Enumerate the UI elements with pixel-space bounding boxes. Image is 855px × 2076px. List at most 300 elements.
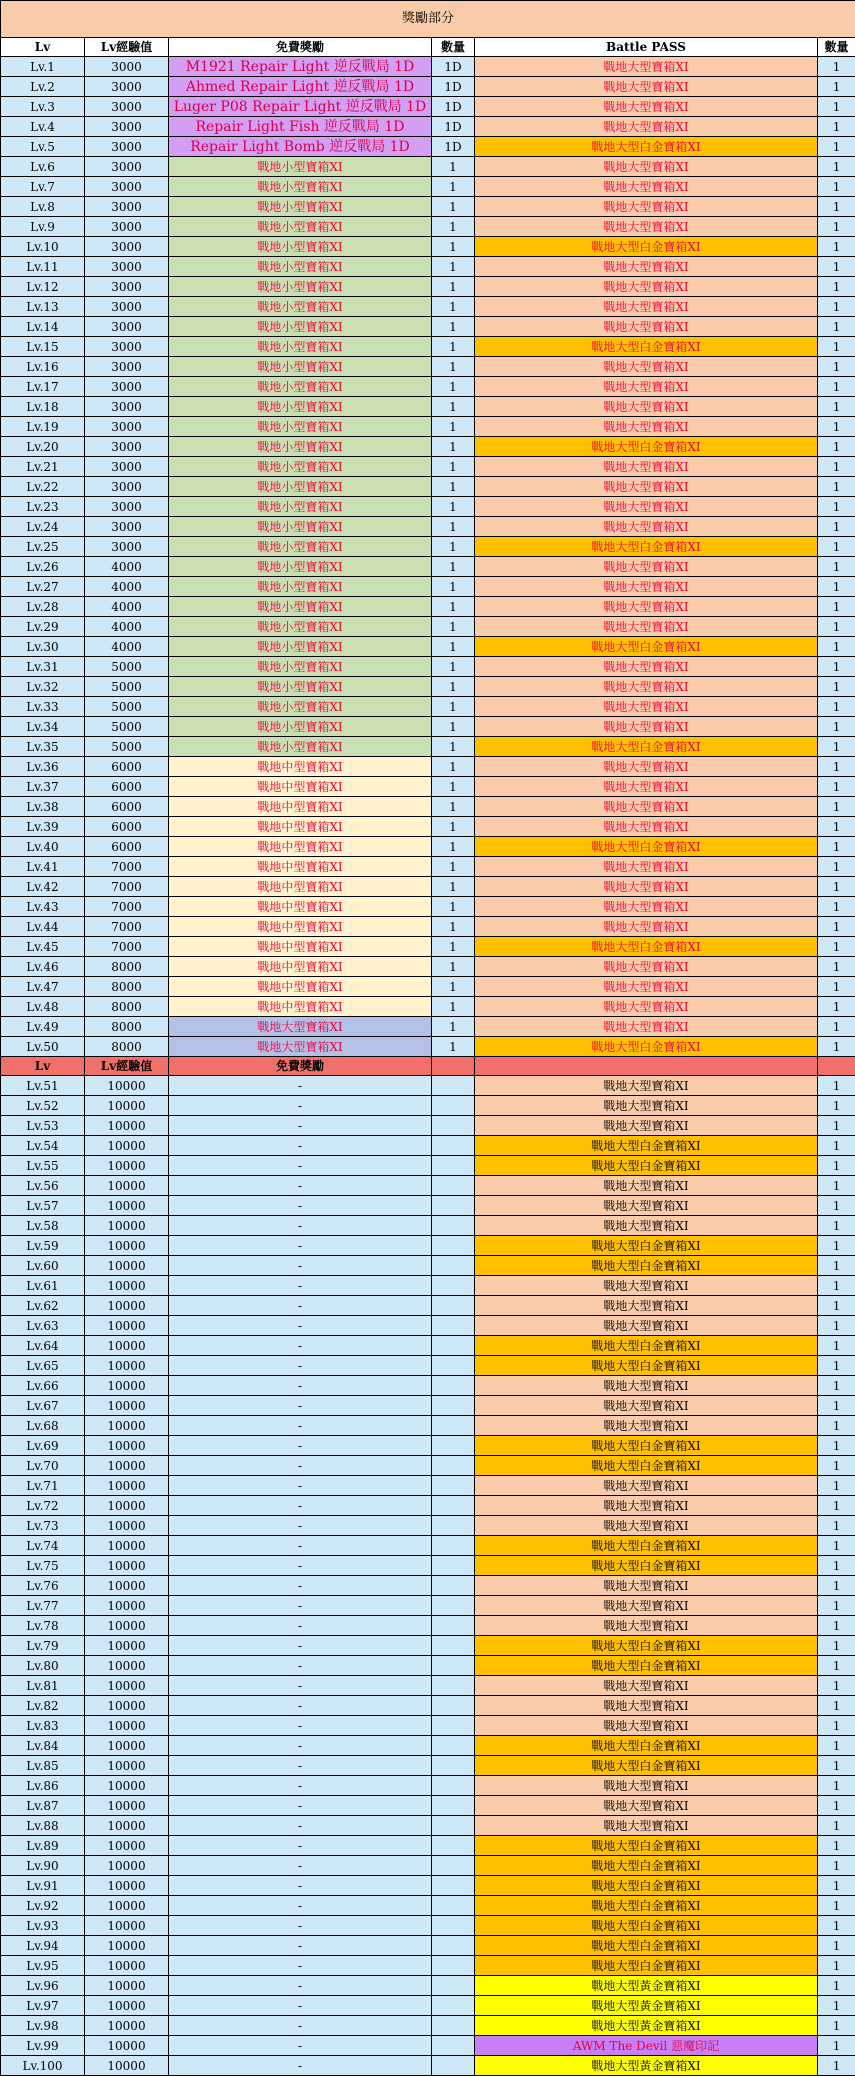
battle-pass-cell: 戰地大型寶箱XI — [475, 197, 818, 217]
qty-cell: 1 — [432, 497, 475, 517]
table-row — [1, 1436, 855, 1456]
table-row — [1, 217, 855, 237]
table-row — [1, 1116, 855, 1136]
level-cell: Lv.81 — [1, 1676, 85, 1696]
level-cell: Lv.9 — [1, 217, 85, 237]
table-row — [1, 457, 855, 477]
bp-qty-cell: 1 — [818, 917, 855, 937]
level-cell: Lv.27 — [1, 577, 85, 597]
table-row — [1, 1636, 855, 1656]
qty-cell — [432, 1956, 475, 1976]
level-cell: Lv.100 — [1, 2056, 85, 2076]
qty-cell: 1 — [432, 957, 475, 977]
bp-qty-cell: 1 — [818, 1196, 855, 1216]
exp-cell: 6000 — [85, 797, 169, 817]
free-reward-cell: - — [169, 1116, 432, 1136]
exp-cell: 10000 — [85, 1316, 169, 1336]
header-row — [1, 38, 855, 57]
qty-cell: 1 — [432, 677, 475, 697]
battle-pass-cell: 戰地大型白金寶箱XI — [475, 1756, 818, 1776]
qty-cell: 1 — [432, 157, 475, 177]
bp-qty-cell: 1 — [818, 1516, 855, 1536]
battle-pass-cell: 戰地大型寶箱XI — [475, 997, 818, 1017]
bp-qty-cell: 1 — [818, 817, 855, 837]
table-row — [1, 1856, 855, 1876]
free-reward-cell: - — [169, 1836, 432, 1856]
exp-cell: 10000 — [85, 2056, 169, 2076]
bp-qty-cell: 1 — [818, 1276, 855, 1296]
level-cell: Lv.53 — [1, 1116, 85, 1136]
table-row — [1, 1176, 855, 1196]
qty-cell: 1 — [432, 757, 475, 777]
battle-pass-cell: 戰地大型白金寶箱XI — [475, 1456, 818, 1476]
battle-pass-cell: 戰地大型寶箱XI — [475, 1096, 818, 1116]
battle-pass-cell: 戰地大型寶箱XI — [475, 1696, 818, 1716]
table-row — [1, 977, 855, 997]
free-reward-cell: 戰地中型寶箱XI — [169, 877, 432, 897]
level-cell: Lv.1 — [1, 57, 85, 77]
exp-cell: 10000 — [85, 1636, 169, 1656]
level-cell: Lv.95 — [1, 1956, 85, 1976]
bp-qty-cell: 1 — [818, 577, 855, 597]
bp-qty-cell: 1 — [818, 257, 855, 277]
qty-cell — [432, 2036, 475, 2056]
bp-qty-cell: 1 — [818, 637, 855, 657]
battle-pass-cell: 戰地大型寶箱XI — [475, 177, 818, 197]
free-reward-cell: - — [169, 1556, 432, 1576]
free-reward-cell: - — [169, 1756, 432, 1776]
qty-cell — [432, 1816, 475, 1836]
qty-cell — [432, 1136, 475, 1156]
exp-cell: 3000 — [85, 537, 169, 557]
free-reward-cell: - — [169, 1956, 432, 1976]
exp-cell: 4000 — [85, 597, 169, 617]
free-reward-cell: 戰地小型寶箱XI — [169, 257, 432, 277]
free-reward-cell: 戰地中型寶箱XI — [169, 937, 432, 957]
table-row — [1, 337, 855, 357]
free-reward-cell: 戰地小型寶箱XI — [169, 177, 432, 197]
table-row — [1, 1656, 855, 1676]
table-row — [1, 317, 855, 337]
free-reward-cell: 戰地大型寶箱XI — [169, 1017, 432, 1037]
exp-cell: 10000 — [85, 1116, 169, 1136]
table-row — [1, 177, 855, 197]
free-reward-cell: 戰地大型寶箱XI — [169, 1037, 432, 1057]
exp-cell: 10000 — [85, 1656, 169, 1676]
table-row — [1, 1776, 855, 1796]
exp-cell: 10000 — [85, 1256, 169, 1276]
exp-cell: 3000 — [85, 377, 169, 397]
level-cell: Lv.35 — [1, 737, 85, 757]
battle-pass-cell: 戰地大型寶箱XI — [475, 257, 818, 277]
battle-pass-cell: 戰地大型寶箱XI — [475, 557, 818, 577]
bp-qty-cell: 1 — [818, 1696, 855, 1716]
table-row — [1, 1956, 855, 1976]
free-reward-cell: - — [169, 1716, 432, 1736]
bp-qty-cell: 1 — [818, 1236, 855, 1256]
bp-qty-cell: 1 — [818, 1336, 855, 1356]
exp-cell: 3000 — [85, 197, 169, 217]
free-reward-cell: - — [169, 1236, 432, 1256]
qty-cell: 1 — [432, 417, 475, 437]
level-cell: Lv.34 — [1, 717, 85, 737]
battle-pass-cell: 戰地大型白金寶箱XI — [475, 237, 818, 257]
exp-cell: 3000 — [85, 457, 169, 477]
level-cell: Lv.65 — [1, 1356, 85, 1376]
exp-cell: 10000 — [85, 1096, 169, 1116]
bp-qty-cell: 1 — [818, 1556, 855, 1576]
battle-pass-cell: 戰地大型寶箱XI — [475, 517, 818, 537]
battle-pass-cell: 戰地大型寶箱XI — [475, 497, 818, 517]
qty-cell: 1 — [432, 257, 475, 277]
level-cell: Lv.25 — [1, 537, 85, 557]
free-reward-cell: - — [169, 1676, 432, 1696]
bp-qty-cell: 1 — [818, 1037, 855, 1057]
level-cell: Lv.13 — [1, 297, 85, 317]
level-cell: Lv.76 — [1, 1576, 85, 1596]
table-row — [1, 1316, 855, 1336]
free-reward-cell: Luger P08 Repair Light 逆反戰局 1D — [169, 97, 432, 117]
qty-cell: 1 — [432, 617, 475, 637]
free-reward-cell: 戰地小型寶箱XI — [169, 437, 432, 457]
free-reward-cell: 戰地中型寶箱XI — [169, 957, 432, 977]
exp-cell: 10000 — [85, 1576, 169, 1596]
exp-cell: 10000 — [85, 1196, 169, 1216]
free-reward-cell: - — [169, 1856, 432, 1876]
qty-cell: 1 — [432, 557, 475, 577]
qty-cell: 1 — [432, 297, 475, 317]
qty-cell — [432, 1756, 475, 1776]
exp-cell: 6000 — [85, 777, 169, 797]
qty-cell — [432, 1416, 475, 1436]
table-row — [1, 1576, 855, 1596]
level-cell: Lv.48 — [1, 997, 85, 1017]
exp-cell: 10000 — [85, 2036, 169, 2056]
level-cell: Lv.41 — [1, 857, 85, 877]
level-cell: Lv.57 — [1, 1196, 85, 1216]
table-row — [1, 2036, 855, 2056]
qty-cell: 1 — [432, 817, 475, 837]
header-qty2-2 — [818, 1057, 855, 1076]
table-row — [1, 1836, 855, 1856]
bp-qty-cell: 1 — [818, 1096, 855, 1116]
exp-cell: 10000 — [85, 1496, 169, 1516]
battle-pass-cell: 戰地大型寶箱XI — [475, 277, 818, 297]
battle-pass-cell: 戰地大型寶箱XI — [475, 1176, 818, 1196]
battle-pass-cell: 戰地大型寶箱XI — [475, 1796, 818, 1816]
battle-pass-cell: 戰地大型寶箱XI — [475, 1416, 818, 1436]
exp-cell: 8000 — [85, 1037, 169, 1057]
table-row — [1, 577, 855, 597]
header-qty2: 數量 — [818, 38, 855, 57]
table-row — [1, 1296, 855, 1316]
bp-qty-cell: 1 — [818, 77, 855, 97]
bp-qty-cell: 1 — [818, 557, 855, 577]
exp-cell: 10000 — [85, 1396, 169, 1416]
table-row — [1, 717, 855, 737]
table-row — [1, 697, 855, 717]
exp-cell: 10000 — [85, 1596, 169, 1616]
qty-cell — [432, 1196, 475, 1216]
level-cell: Lv.63 — [1, 1316, 85, 1336]
battle-pass-cell: 戰地大型寶箱XI — [475, 157, 818, 177]
exp-cell: 8000 — [85, 977, 169, 997]
table-row — [1, 1096, 855, 1116]
level-cell: Lv.82 — [1, 1696, 85, 1716]
header-row-2 — [1, 1057, 855, 1076]
battle-pass-cell: 戰地大型白金寶箱XI — [475, 1037, 818, 1057]
level-cell: Lv.37 — [1, 777, 85, 797]
battle-pass-cell: 戰地大型白金寶箱XI — [475, 1156, 818, 1176]
header-exp-2: Lv經驗值 — [85, 1057, 169, 1076]
battle-pass-cell: 戰地大型寶箱XI — [475, 1716, 818, 1736]
exp-cell: 3000 — [85, 477, 169, 497]
exp-cell: 10000 — [85, 1956, 169, 1976]
level-cell: Lv.11 — [1, 257, 85, 277]
battle-pass-cell: 戰地大型寶箱XI — [475, 297, 818, 317]
free-reward-cell: - — [169, 2056, 432, 2076]
free-reward-cell: - — [169, 1216, 432, 1236]
table-row — [1, 1796, 855, 1816]
table-row — [1, 77, 855, 97]
table-row — [1, 437, 855, 457]
qty-cell — [432, 1396, 475, 1416]
table-row — [1, 497, 855, 517]
qty-cell — [432, 1536, 475, 1556]
bp-qty-cell: 1 — [818, 237, 855, 257]
exp-cell: 10000 — [85, 1296, 169, 1316]
free-reward-cell: 戰地小型寶箱XI — [169, 657, 432, 677]
exp-cell: 6000 — [85, 757, 169, 777]
bp-qty-cell: 1 — [818, 337, 855, 357]
battle-pass-cell: 戰地大型寶箱XI — [475, 717, 818, 737]
battle-pass-cell: 戰地大型寶箱XI — [475, 1576, 818, 1596]
bp-qty-cell: 1 — [818, 97, 855, 117]
exp-cell: 10000 — [85, 1456, 169, 1476]
battle-pass-cell: 戰地大型寶箱XI — [475, 1376, 818, 1396]
bp-qty-cell: 1 — [818, 457, 855, 477]
level-cell: Lv.54 — [1, 1136, 85, 1156]
bp-qty-cell: 1 — [818, 797, 855, 817]
level-cell: Lv.94 — [1, 1936, 85, 1956]
qty-cell: 1 — [432, 377, 475, 397]
exp-cell: 3000 — [85, 177, 169, 197]
level-cell: Lv.52 — [1, 1096, 85, 1116]
bp-qty-cell: 1 — [818, 1376, 855, 1396]
bp-qty-cell: 1 — [818, 697, 855, 717]
battle-pass-cell: 戰地大型寶箱XI — [475, 757, 818, 777]
bp-qty-cell: 1 — [818, 1396, 855, 1416]
free-reward-cell: - — [169, 1936, 432, 1956]
level-cell: Lv.66 — [1, 1376, 85, 1396]
bp-qty-cell: 1 — [818, 1136, 855, 1156]
bp-qty-cell: 1 — [818, 1356, 855, 1376]
free-reward-cell: - — [169, 1656, 432, 1676]
table-row — [1, 1996, 855, 2016]
exp-cell: 10000 — [85, 1236, 169, 1256]
bp-qty-cell: 1 — [818, 417, 855, 437]
battle-pass-cell: 戰地大型寶箱XI — [475, 817, 818, 837]
free-reward-cell: - — [169, 1136, 432, 1156]
qty-cell: 1 — [432, 657, 475, 677]
level-cell: Lv.40 — [1, 837, 85, 857]
free-reward-cell: 戰地小型寶箱XI — [169, 617, 432, 637]
exp-cell: 10000 — [85, 1176, 169, 1196]
free-reward-cell: - — [169, 1396, 432, 1416]
table-row — [1, 357, 855, 377]
battle-pass-cell: 戰地大型寶箱XI — [475, 1296, 818, 1316]
level-cell: Lv.12 — [1, 277, 85, 297]
level-cell: Lv.20 — [1, 437, 85, 457]
free-reward-cell: 戰地小型寶箱XI — [169, 637, 432, 657]
table-row — [1, 1376, 855, 1396]
free-reward-cell: 戰地中型寶箱XI — [169, 817, 432, 837]
qty-cell — [432, 1736, 475, 1756]
bp-qty-cell: 1 — [818, 1636, 855, 1656]
battle-pass-cell: 戰地大型寶箱XI — [475, 617, 818, 637]
bp-qty-cell: 1 — [818, 677, 855, 697]
qty-cell: 1 — [432, 197, 475, 217]
table-row — [1, 1136, 855, 1156]
exp-cell: 8000 — [85, 997, 169, 1017]
table-row — [1, 1516, 855, 1536]
exp-cell: 10000 — [85, 1856, 169, 1876]
free-reward-cell: - — [169, 1516, 432, 1536]
qty-cell — [432, 1076, 475, 1096]
free-reward-cell: 戰地小型寶箱XI — [169, 417, 432, 437]
exp-cell: 10000 — [85, 1796, 169, 1816]
free-reward-cell: - — [169, 1796, 432, 1816]
bp-qty-cell: 1 — [818, 377, 855, 397]
table-row — [1, 477, 855, 497]
bp-qty-cell: 1 — [818, 937, 855, 957]
level-cell: Lv.16 — [1, 357, 85, 377]
qty-cell: 1 — [432, 477, 475, 497]
battle-pass-cell: 戰地大型寶箱XI — [475, 97, 818, 117]
level-cell: Lv.68 — [1, 1416, 85, 1436]
free-reward-cell: 戰地小型寶箱XI — [169, 577, 432, 597]
table-row — [1, 557, 855, 577]
battle-pass-cell: 戰地大型寶箱XI — [475, 1476, 818, 1496]
bp-qty-cell: 1 — [818, 1456, 855, 1476]
table-row — [1, 2016, 855, 2036]
exp-cell: 10000 — [85, 1216, 169, 1236]
level-cell: Lv.32 — [1, 677, 85, 697]
free-reward-cell: 戰地中型寶箱XI — [169, 837, 432, 857]
bp-qty-cell: 1 — [818, 777, 855, 797]
bp-qty-cell: 1 — [818, 897, 855, 917]
level-cell: Lv.92 — [1, 1896, 85, 1916]
bp-qty-cell: 1 — [818, 497, 855, 517]
table-row — [1, 1276, 855, 1296]
battle-pass-cell: 戰地大型寶箱XI — [475, 1516, 818, 1536]
level-cell: Lv.8 — [1, 197, 85, 217]
bp-qty-cell: 1 — [818, 717, 855, 737]
battle-pass-cell: 戰地大型白金寶箱XI — [475, 837, 818, 857]
free-reward-cell: 戰地中型寶箱XI — [169, 977, 432, 997]
free-reward-cell: - — [169, 1916, 432, 1936]
exp-cell: 3000 — [85, 337, 169, 357]
bp-qty-cell: 1 — [818, 1296, 855, 1316]
table-row — [1, 657, 855, 677]
level-cell: Lv.29 — [1, 617, 85, 637]
free-reward-cell: 戰地小型寶箱XI — [169, 317, 432, 337]
free-reward-cell: 戰地小型寶箱XI — [169, 737, 432, 757]
free-reward-cell: - — [169, 1356, 432, 1376]
qty-cell — [432, 1876, 475, 1896]
qty-cell: 1 — [432, 357, 475, 377]
qty-cell — [432, 1376, 475, 1396]
bp-qty-cell: 1 — [818, 837, 855, 857]
table-row — [1, 997, 855, 1017]
bp-qty-cell: 1 — [818, 2016, 855, 2036]
qty-cell: 1 — [432, 897, 475, 917]
table-row — [1, 617, 855, 637]
free-reward-cell: - — [169, 1376, 432, 1396]
free-reward-cell: 戰地小型寶箱XI — [169, 197, 432, 217]
free-reward-cell: 戰地小型寶箱XI — [169, 717, 432, 737]
level-cell: Lv.99 — [1, 2036, 85, 2056]
exp-cell: 7000 — [85, 857, 169, 877]
battle-pass-cell: 戰地大型寶箱XI — [475, 597, 818, 617]
exp-cell: 10000 — [85, 1516, 169, 1536]
bp-qty-cell: 1 — [818, 1976, 855, 1996]
bp-qty-cell: 1 — [818, 957, 855, 977]
qty-cell: 1 — [432, 797, 475, 817]
bp-qty-cell: 1 — [818, 137, 855, 157]
bp-qty-cell: 1 — [818, 1156, 855, 1176]
table-row — [1, 1336, 855, 1356]
exp-cell: 10000 — [85, 1536, 169, 1556]
level-cell: Lv.47 — [1, 977, 85, 997]
bp-qty-cell: 1 — [818, 1017, 855, 1037]
battle-pass-cell: 戰地大型白金寶箱XI — [475, 1936, 818, 1956]
level-cell: Lv.10 — [1, 237, 85, 257]
battle-pass-cell: 戰地大型寶箱XI — [475, 1316, 818, 1336]
bp-qty-cell: 1 — [818, 757, 855, 777]
qty-cell — [432, 1436, 475, 1456]
bp-qty-cell: 1 — [818, 1916, 855, 1936]
qty-cell: 1 — [432, 437, 475, 457]
table-row — [1, 257, 855, 277]
qty-cell — [432, 1716, 475, 1736]
exp-cell: 3000 — [85, 397, 169, 417]
battle-pass-cell: 戰地大型白金寶箱XI — [475, 737, 818, 757]
battle-pass-cell: 戰地大型白金寶箱XI — [475, 437, 818, 457]
level-cell: Lv.71 — [1, 1476, 85, 1496]
header-exp: Lv經驗值 — [85, 38, 169, 57]
level-cell: Lv.80 — [1, 1656, 85, 1676]
bp-qty-cell: 1 — [818, 177, 855, 197]
level-cell: Lv.50 — [1, 1037, 85, 1057]
free-reward-cell: 戰地小型寶箱XI — [169, 157, 432, 177]
free-reward-cell: 戰地小型寶箱XI — [169, 337, 432, 357]
battle-pass-cell: 戰地大型寶箱XI — [475, 957, 818, 977]
table-row — [1, 1696, 855, 1716]
bp-qty-cell: 1 — [818, 1416, 855, 1436]
table-row — [1, 1936, 855, 1956]
table-row — [1, 1536, 855, 1556]
battle-pass-cell: 戰地大型寶箱XI — [475, 357, 818, 377]
table-row — [1, 1076, 855, 1096]
free-reward-cell: - — [169, 1336, 432, 1356]
table-row — [1, 277, 855, 297]
level-cell: Lv.70 — [1, 1456, 85, 1476]
qty-cell — [432, 1796, 475, 1816]
table-row — [1, 57, 855, 77]
exp-cell: 10000 — [85, 1896, 169, 1916]
free-reward-cell: - — [169, 1736, 432, 1756]
